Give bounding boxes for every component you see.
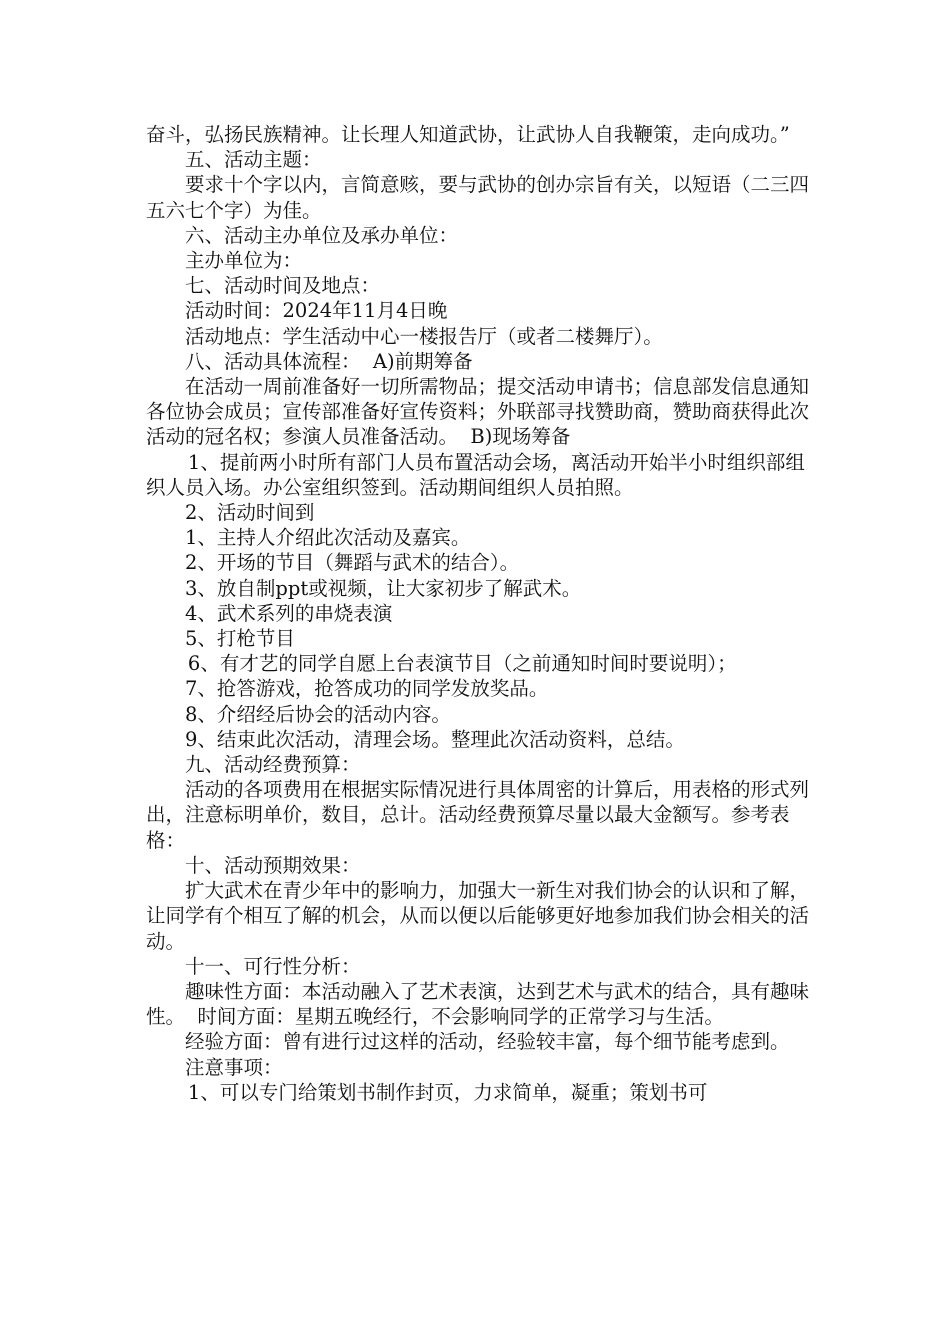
heading-feasibility: 十一、可行性分析：	[185, 954, 361, 978]
list-item: 2、活动时间到	[185, 501, 315, 525]
list-item: 4、武术系列的串烧表演	[185, 601, 393, 625]
document-body	[146, 122, 810, 1105]
list-item: 7、抢答游戏，抢答成功的同学发放奖品。	[185, 677, 549, 701]
list-item: 8、介绍经后协会的活动内容。	[185, 702, 451, 726]
heading-organizers: 六、活动主办单位及承办单位：	[185, 223, 459, 247]
paragraph-feasibility-fun: 趣味性方面：本活动融入了艺术表演，达到艺术与武术的结合，具有趣味性。 时间方面：星期五晚经行，不会影响同学的正常学习与生活。	[146, 979, 810, 1029]
list-item: 9、结束此次活动，清理会场。整理此次活动资料，总结。	[185, 727, 685, 751]
paragraph-onsite-setup: 1、提前两小时所有部门人员布置活动会场，离活动开始半小时组织部组织人员入场。办公室组织签到。活动期间组织人员拍照。	[146, 450, 805, 499]
paragraph-activity-time: 活动时间：2024年11月4日晚	[185, 299, 448, 323]
list-item: 6、有才艺的同学自愿上台表演节目（之前通知时间时要说明）；	[187, 652, 737, 676]
list-item: 5、打枪节目	[185, 627, 295, 651]
paragraph-theme-requirement: 要求十个字以内，言简意赅，要与武协的创办宗旨有关，以短语（二三四五六七个字）为佳。	[146, 173, 810, 222]
paragraph-activity-place: 活动地点：学生活动中心一楼报告厅（或者二楼舞厅）。	[185, 324, 663, 348]
paragraph-continuation: 奋斗，弘扬民族精神。让长理人知道武协，让武协人自我鞭策，走向成功。”	[146, 123, 790, 146]
list-item: 2、开场的节目（舞蹈与武术的结合）。	[185, 551, 520, 575]
paragraph-feasibility-experience: 经验方面：曾有进行过这样的活动，经验较丰富，每个细节能考虑到。	[185, 1030, 790, 1054]
heading-time-place: 七、活动时间及地点：	[185, 274, 381, 298]
paragraph-expected-effect: 扩大武术在青少年中的影响力，加强大一新生对我们协会的认识和了解，让同学有个相互了解的机会，从而以便以后能够更好地参加我们协会相关的活动。	[146, 879, 810, 953]
heading-budget: 九、活动经费预算：	[185, 753, 361, 777]
heading-procedure: 八、活动具体流程： A)前期筹备	[185, 349, 473, 373]
paragraph-note-1: 1、可以专门给策划书制作封页，力求简单，凝重；策划书可	[187, 1080, 708, 1104]
paragraph-preparation: 在活动一周前准备好一切所需物品；提交活动申请书；信息部发信息通知各位协会成员；宣传部准备好宣传资料；外联部寻找赞助商，赞助商获得此次活动的冠名权；参演人员准备活动。 B)现场筹备	[146, 375, 810, 449]
heading-expected-effect: 十、活动预期效果：	[185, 853, 361, 877]
paragraph-organizer: 主办单位为：	[185, 249, 303, 273]
heading-notes: 注意事项：	[185, 1055, 283, 1079]
heading-activity-theme: 五、活动主题：	[185, 148, 322, 172]
paragraph-budget: 活动的各项费用在根据实际情况进行具体周密的计算后，用表格的形式列出，注意标明单价，数目，总计。活动经费预算尽量以最大金额写。参考表格：	[146, 778, 810, 852]
list-item: 3、放自制ppt或视频，让大家初步了解武术。	[185, 576, 582, 600]
list-item: 1、主持人介绍此次活动及嘉宾。	[185, 526, 471, 550]
